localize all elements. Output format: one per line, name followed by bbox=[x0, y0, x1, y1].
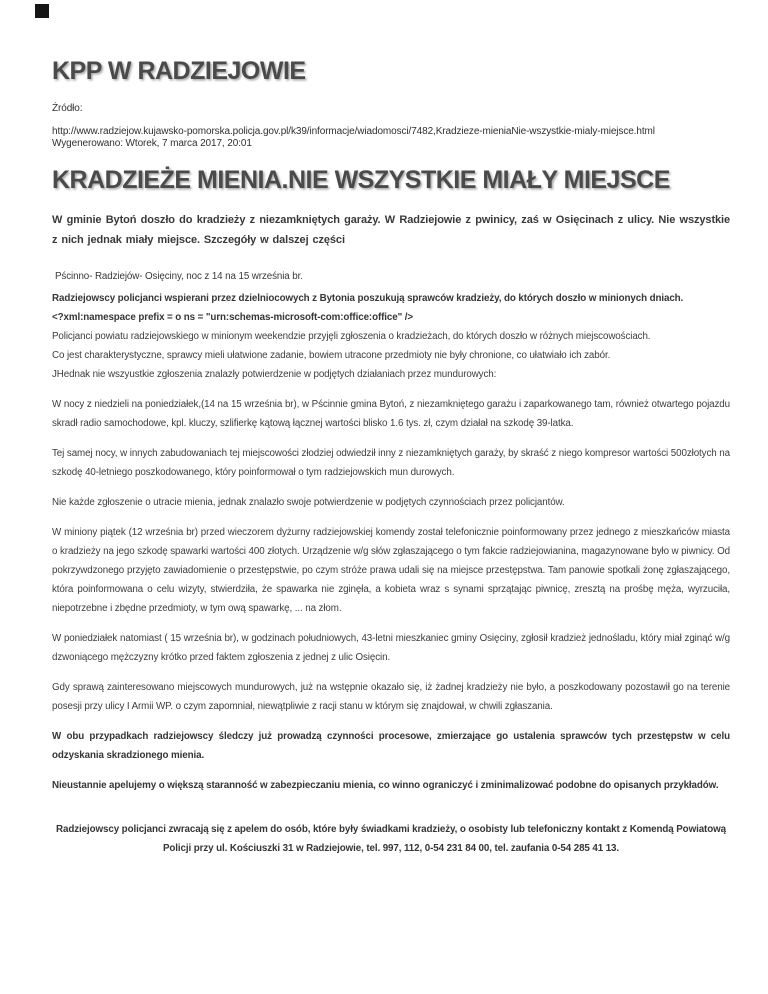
paragraph-block bbox=[52, 493, 730, 512]
paragraph-block bbox=[52, 820, 730, 858]
paragraph: Radziejowscy policjanci wspierani przez dzielniocowych z Bytonia poszukują sprawców kradzieży, do których doszło w minionych dniach. bbox=[52, 292, 684, 304]
dateline: Pścinno- Radziejów- Osięciny, noc z 14 na 15 września br. bbox=[55, 270, 303, 282]
paragraph: Tej samej nocy, w innych zabudowaniach tej miejscowości złodziej odwiedził inny z niezamkniętych garaży, by skraść z niego kompresor wartości 500złotych na szkodę 40-letniego poszkodowanego, który poinformował o tym radziejowskich mun durowych. bbox=[52, 447, 730, 478]
paragraph-block bbox=[52, 776, 730, 795]
article-body bbox=[52, 289, 730, 858]
paragraph: W miniony piątek (12 września br) przed wieczorem dyżurny radziejowskiej komendy został telefonicznie poinformowany przez jednego z mieszkańców miasta o kradzieży na jego szkodę spawarki wartości 400 złotych. Urządzenie w/g słów zgłaszającego o tym fakcie radziejowianina, magazynowane było w piwnicy. Od pokrzywdzonego przyjęto zawiadomienie o przestępstwie, po czym stróże prawa udali się na miejsce przestępstwa. Tam panowie spotkali żonę zgłaszającego, która poinformowana o celu wizyty, stwierdziła, że spawarka nie zginęła, a kobieta wraz s synami sprzątając piwnicę, zresztą na prośbę męża, wyrzuciła, niepotrzebne i zbędne przedmioty, w tym ową spawarkę, ... na złom. bbox=[52, 526, 730, 614]
paragraph-block bbox=[52, 678, 730, 716]
paragraph: Nieustannie apelujemy o większą staranność w zabezpieczaniu mienia, co winno ograniczyć i zminimalizować podobne do opisanych przykładów. bbox=[52, 779, 719, 791]
paragraph: JHednak nie wszyustkie zgłoszenia znalazły potwierdzenie w podjętych działaniach przez mundurowych: bbox=[52, 368, 497, 380]
generated-timestamp: Wygenerowano: Wtorek, 7 marca 2017, 20:01 bbox=[52, 138, 252, 149]
paragraph: Radziejowscy policjanci zwracają się z apelem do osób, które były świadkami kradzieży, o osobisty lub telefoniczny kontakt z Komendą Powiatową Policji przy ul. Kościuszki 31 w Radziejowie, tel. 997, 112, 0-54 231 84 00, tel. zaufania 0-54 285 41 13. bbox=[56, 823, 726, 854]
paragraph-block bbox=[52, 444, 730, 482]
logo-placeholder-icon bbox=[35, 4, 49, 18]
paragraph: W obu przypadkach radziejowscy śledczy już prowadzą czynności procesowe, zmierzające go ustalenia sprawców tych przestępstw w celu odzyskania skradzionego mienia. bbox=[52, 730, 730, 761]
source-url: http://www.radziejow.kujawsko-pomorska.policja.gov.pl/k39/informacje/wiadomosci/7482,Kradzieze-mieniaNie-wszystkie-mialy-miejsce.html bbox=[52, 125, 655, 137]
paragraph: W poniedziałek natomiast ( 15 września br), w godzinach południowych, 43-letni mieszkaniec gminy Osięciny, zgłosił kradzież jednośladu, który miał zginąć w/g dzwoniącego mężczyzny krótko przed faktem zgłoszenia z jednej z ulic Osięcin. bbox=[52, 632, 730, 663]
paragraph: Co jest charakterystyczne, sprawcy mieli ułatwione zadanie, bowiem utracone przedmioty nie były chronione, co ułatwiało ich zabór. bbox=[52, 349, 611, 361]
source-label: Źródło: bbox=[52, 103, 83, 114]
paragraph-block bbox=[52, 523, 730, 618]
paragraph: Nie każde zgłoszenie o utracie mienia, jednak znalazło swoje potwierdzenie w podjętych czynnościach przez policjantów. bbox=[52, 496, 565, 508]
paragraph-block bbox=[52, 629, 730, 667]
article-title: KRADZIEŻE MIENIA.NIE WSZYSTKIE MIAŁY MIEJSCE bbox=[52, 165, 670, 194]
paragraph-block bbox=[52, 289, 730, 384]
source-info bbox=[52, 103, 730, 151]
paragraph-block bbox=[52, 727, 730, 765]
paragraph: W nocy z niedzieli na poniedziałek,(14 na 15 września br), w Pścinnie gmina Bytoń, z niezamkniętego garażu i zaparkowanego tam, również otwartego pojazdu skradł radio samochodowe, kpl. kluczy, szlifierkę kątową łącznej wartości blisko 1.6 tys. zł, czym działał na szkodę 39-latka. bbox=[52, 398, 730, 429]
article-lead: W gminie Bytoń doszło do kradzieży z niezamkniętych garaży. W Radziejowie z pwinicy, zaś w Osięcinach z ulicy. Nie wszystkie z nich jednak miały miejsce. Szczegóły w dalszej części bbox=[52, 213, 730, 246]
paragraph: Policjanci powiatu radziejowskiego w minionym weekendzie przyjęli zgłoszenia o kradzieżach, do których doszło w różnych miejscowościach. bbox=[52, 330, 651, 342]
site-title: KPP W RADZIEJOWIE bbox=[52, 57, 306, 85]
paragraph-block bbox=[52, 395, 730, 433]
paragraph: Gdy sprawą zainteresowano miejscowych mundurowych, już na wstępnie okazało się, iż żadnej kradzieży nie było, a poszkodowany pozostawił go na terenie posesji przy ulicy I Armii WP. o czym zapomniał, niewątpliwie z racji stanu w którym się znajdował, w chwili zgłaszania. bbox=[52, 681, 730, 712]
paragraph: <?xml:namespace prefix = o ns = "urn:schemas-microsoft-com:office:office" /> bbox=[52, 311, 414, 323]
